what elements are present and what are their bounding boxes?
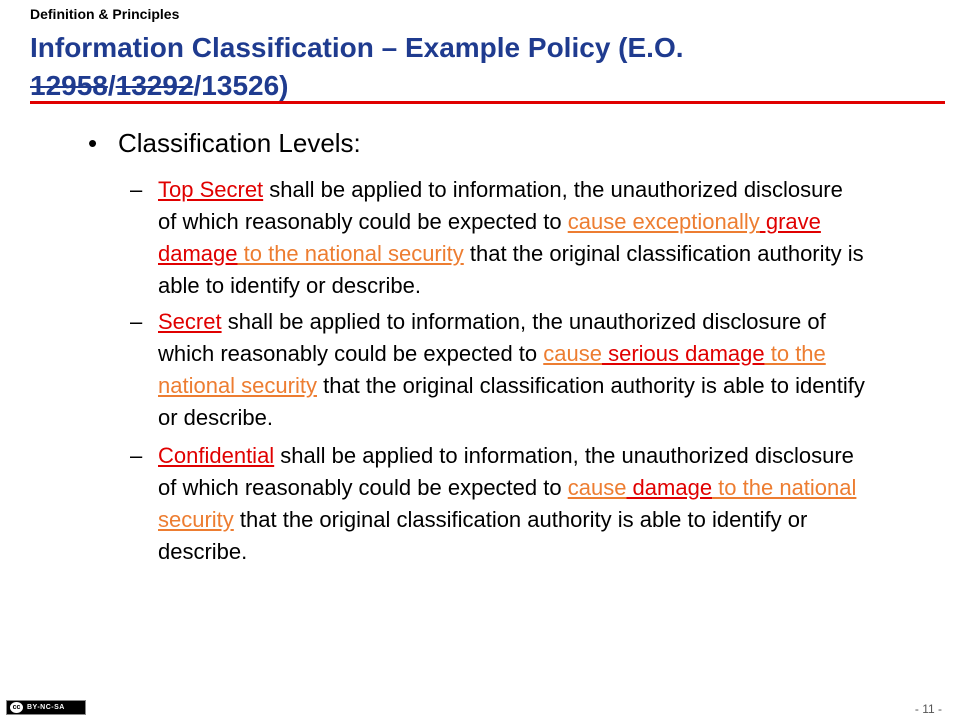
level-tail: that the original classification authority is able to identify or describe. [158,507,808,564]
dash-marker: – [130,177,143,202]
target-phrase: to the national security [158,341,826,398]
cc-icon: cc [10,702,23,713]
slide-title [30,29,930,105]
level-top-secret [130,174,865,302]
level-secret [130,306,865,434]
title-divider [30,101,945,104]
harm-phrase: cause [543,341,602,366]
bullet-label: Classification Levels: [118,128,361,158]
license-label: BY-NC-SA [27,704,65,711]
title-struck-order-1: 12958 [30,70,108,101]
damage-phrase: damage [626,475,713,500]
section-label: Definition & Principles [30,6,180,22]
level-text [158,440,865,568]
level-name: Top Secret [158,177,264,202]
dash-marker: – [130,309,143,334]
level-body: shall be applied to information, the unauthorized disclosure of which reasonably could be expected to [158,177,843,234]
harm-phrase: cause exceptionally [567,209,760,234]
title-struck-order-2: 13292 [115,70,194,101]
page-number: - 11 - [914,702,942,716]
target-phrase: to the national security [237,241,464,266]
target-phrase: to the national security [158,475,857,532]
level-confidential [130,440,865,568]
damage-phrase: serious damage [601,341,765,366]
level-body: shall be applied to information, the unauthorized disclosure of which reasonably could be expected to [158,309,826,366]
level-text [158,306,865,434]
level-name: Secret [158,309,222,334]
level-tail: that the original classification authority is able to identify or describe. [158,373,865,430]
title-prefix: Information Classification – Example Policy (E.O. [30,32,684,63]
title-suffix: /13526) [193,70,289,101]
level-name: Confidential [158,443,275,468]
harm-phrase: cause [567,475,627,500]
level-text [158,174,865,302]
title-separator: / [107,70,116,101]
dash-marker: – [130,443,143,468]
level-tail: that the original classification authority is able to identify or describe. [158,241,864,298]
cc-license-badge [6,700,86,715]
bullet-marker: • [88,128,98,158]
level-body: shall be applied to information, the unauthorized disclosure of which reasonably could be expected to [158,443,854,500]
bullet-classification-levels [88,128,361,159]
damage-phrase: grave damage [158,209,821,266]
